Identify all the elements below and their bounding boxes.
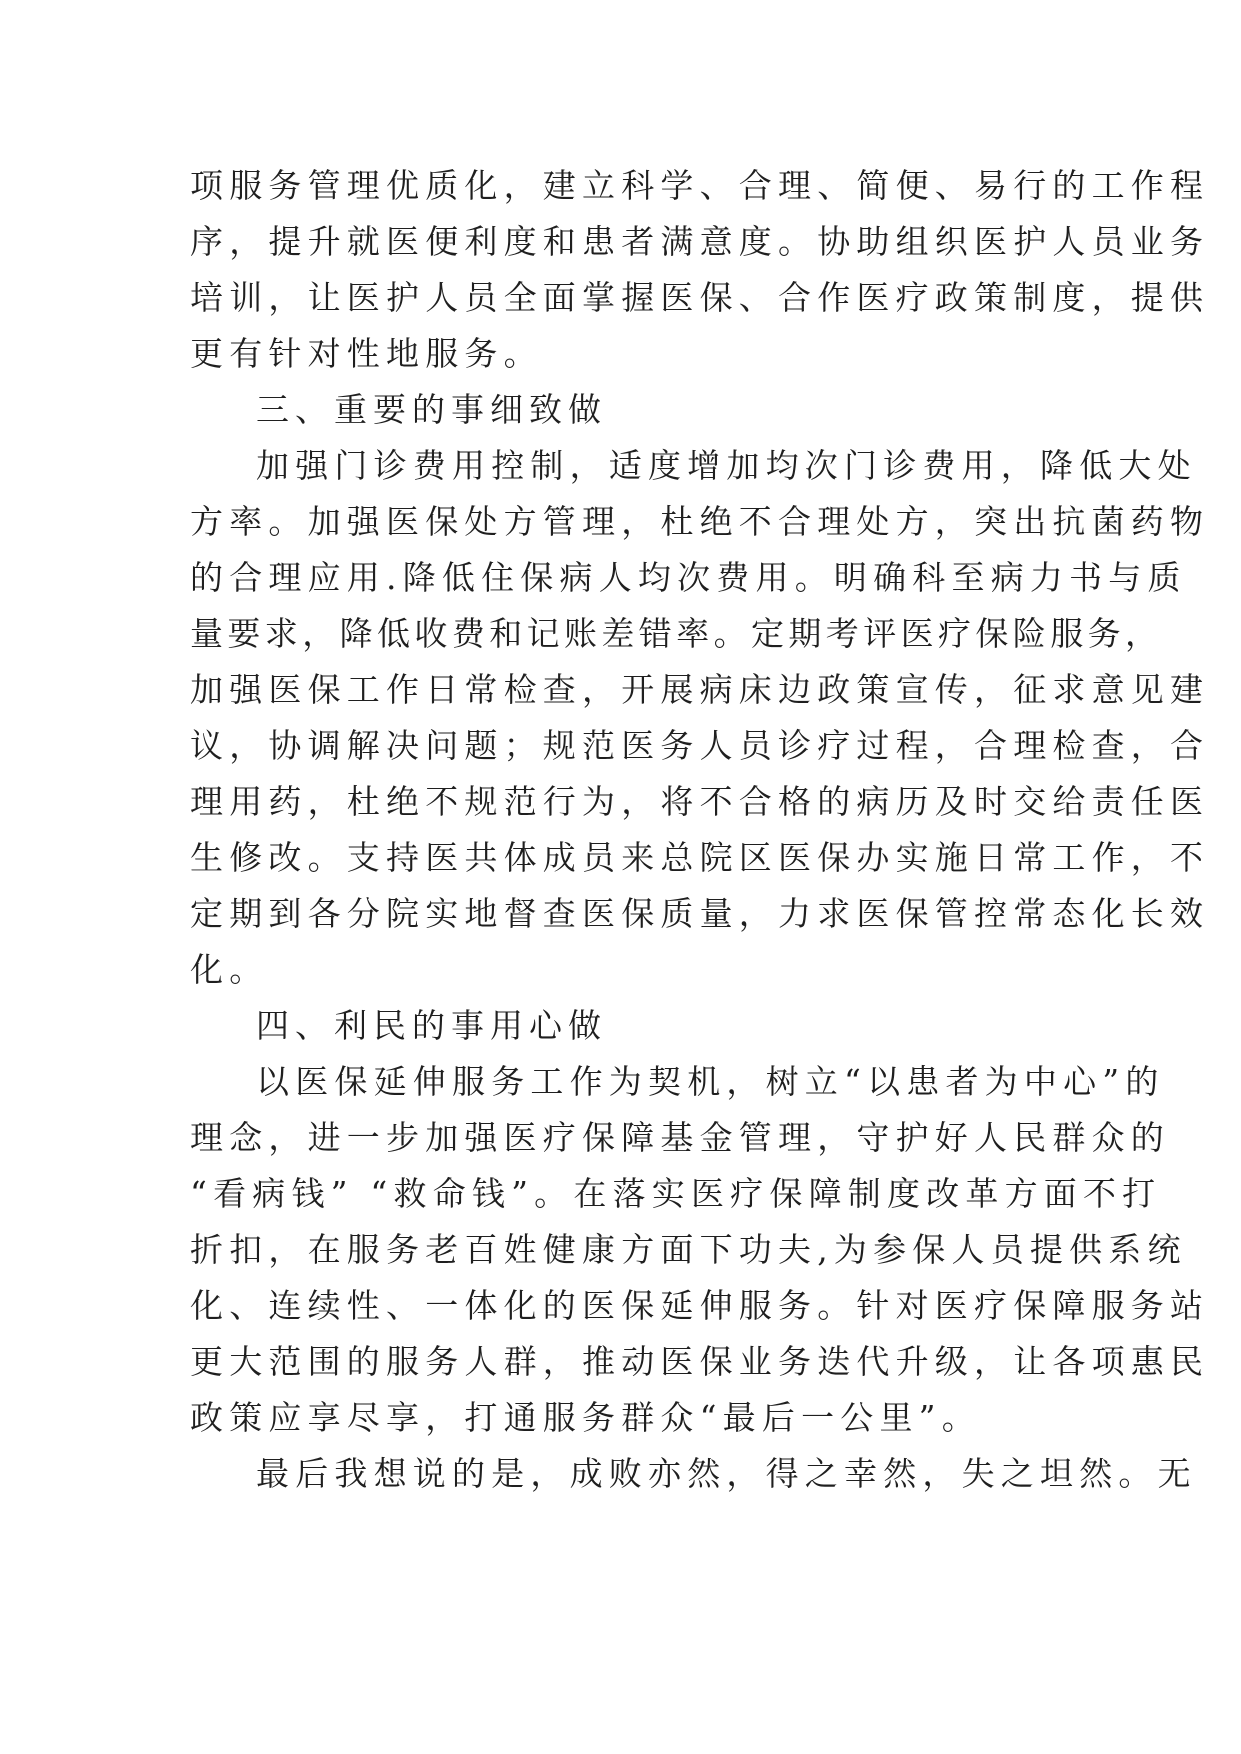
section-heading: 三、重要的事细致做: [256, 390, 607, 429]
paragraph-line: 议，协调解决问题；规范医务人员诊疗过程，合理检查，合: [190, 726, 1210, 765]
paragraph-line: 更大范围的服务人群，推动医保业务迭代升级，让各项惠民: [190, 1342, 1210, 1381]
paragraph-line: 生修改。支持医共体成员来总院区医保办实施日常工作，不: [190, 838, 1210, 877]
paragraph-line: “看病钱” “救命钱”。在落实医疗保障制度改革方面不打: [190, 1174, 1162, 1213]
paragraph-line: 加强门诊费用控制，适度增加均次门诊费用，降低大处: [256, 446, 1197, 485]
paragraph-line: 加强医保工作日常检查，开展病床边政策宣传，征求意见建: [190, 670, 1210, 709]
paragraph-line: 化。: [190, 950, 269, 989]
paragraph-line: 折扣，在服务老百姓健康方面下功夫,为参保人员提供系统: [190, 1230, 1187, 1269]
paragraph-line: 培训，让医护人员全面掌握医保、合作医疗政策制度，提供: [190, 278, 1210, 317]
paragraph-line: 理用药，杜绝不规范行为，将不合格的病历及时交给责任医: [190, 782, 1210, 821]
paragraph-line: 定期到各分院实地督查医保质量，力求医保管控常态化长效: [190, 894, 1210, 933]
paragraph-line: 以医保延伸服务工作为契机，树立“以患者为中心”的: [256, 1062, 1165, 1101]
paragraph-line: 的合理应用.降低住保病人均次费用。明确科至病力书与质: [190, 558, 1187, 597]
paragraph-line: 最后我想说的是，成败亦然，得之幸然，失之坦然。无: [256, 1454, 1197, 1493]
paragraph-line: 政策应享尽享，打通服务群众“最后一公里”。: [190, 1398, 981, 1437]
paragraph-line: 项服务管理优质化，建立科学、合理、简便、易行的工作程: [190, 166, 1210, 205]
paragraph-line: 化、连续性、一体化的医保延伸服务。针对医疗保障服务站: [190, 1286, 1210, 1325]
paragraph-line: 方率。加强医保处方管理，杜绝不合理处方，突出抗菌药物: [190, 502, 1210, 541]
paragraph-line: 量要求，降低收费和记账差错率。定期考评医疗保险服务，: [190, 614, 1163, 653]
paragraph-line: 更有针对性地服务。: [190, 334, 543, 373]
paragraph-line: 理念，进一步加强医疗保障基金管理，守护好人民群众的: [190, 1118, 1170, 1157]
paragraph-line: 序，提升就医便利度和患者满意度。协助组织医护人员业务: [190, 222, 1210, 261]
section-heading: 四、利民的事用心做: [256, 1006, 607, 1045]
